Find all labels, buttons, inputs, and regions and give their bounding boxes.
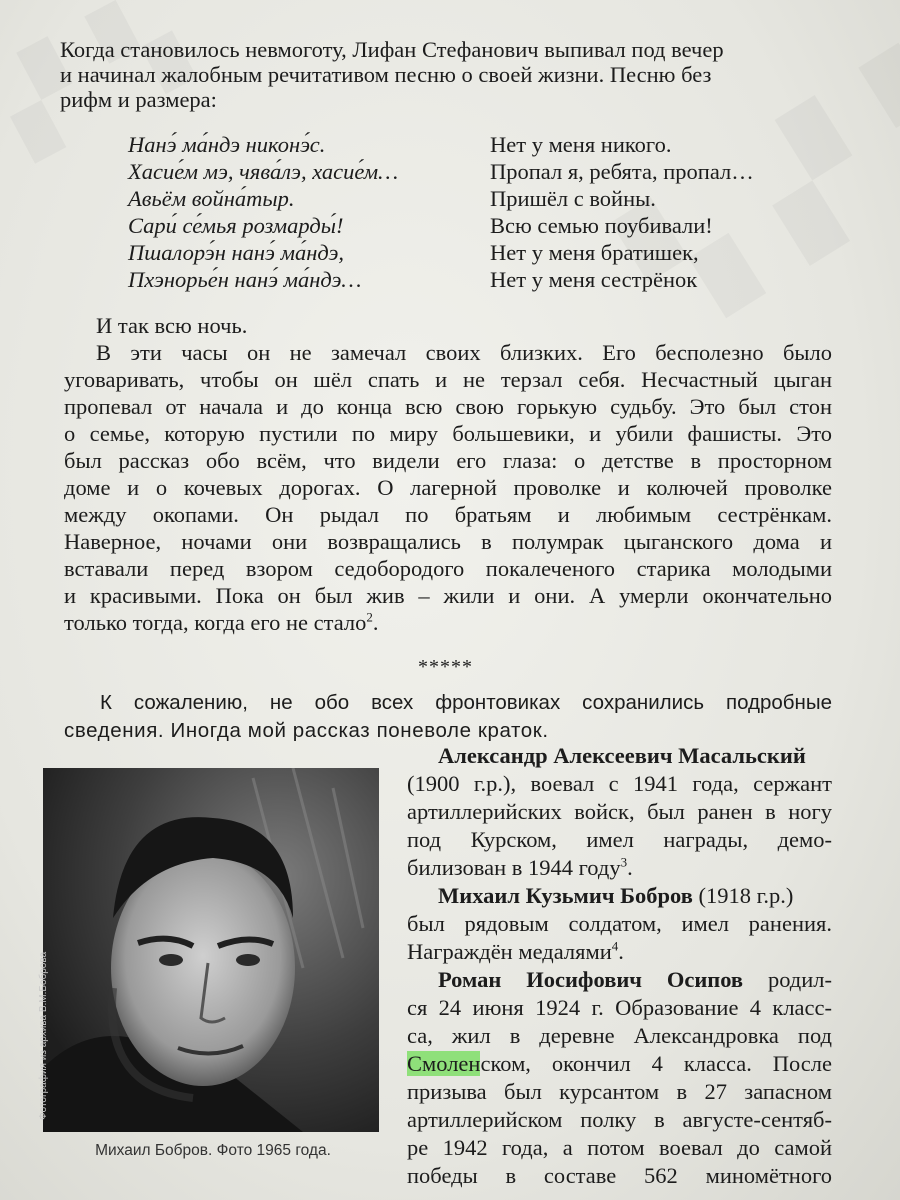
poem-russian-line: Нет у меня сестрёнок xyxy=(490,267,698,292)
veteran-birth: (1918 г.р.) xyxy=(698,883,794,908)
section-separator: ***** xyxy=(418,656,473,678)
poem-russian-line: Пришёл с войны. xyxy=(490,186,656,211)
poem-romani-line: Хасие́м мэ, чява́лэ, хасие́м… xyxy=(128,159,399,184)
regret-line: К сожалению, не обо всех фронтовиках сохранились подробные xyxy=(100,691,832,714)
poem-russian-line: Нет у меня никого. xyxy=(490,132,672,157)
veteran-line: ре 1942 года, а потом воевал до самой xyxy=(407,1135,832,1160)
veteran-line: са, жил в деревне Александровка под xyxy=(407,1023,832,1048)
poem-romani-line: Пшалорэ́н нанэ́ ма́ндэ, xyxy=(128,240,345,265)
veteran-line-text: Награждён медалями xyxy=(407,939,612,964)
paragraph-last-line: только тогда, когда его не стало$^2$. xyxy=(64,609,379,635)
paragraph-line: и красивыми. Пока он был жив – жили и они. А умерли окончательно xyxy=(64,583,832,608)
search-highlight: Смолен xyxy=(407,1051,481,1076)
paragraph-line: В эти часы он не замечал своих близких. Его бесполезно было xyxy=(96,340,832,365)
photo-side-credit: Фотография из архива В.М.Боброва xyxy=(38,951,49,1120)
paragraph-line: между окопами. Он рыдал по братьям и любимым сестрёнкам. xyxy=(64,502,832,527)
veteran-last-line: билизован в 1944 году$^3$. xyxy=(407,854,633,880)
poem-russian-line: Пропал я, ребята, пропал… xyxy=(490,159,754,184)
veteran-verb: родил- xyxy=(767,967,832,992)
veteran-line: ся 24 июня 1924 г. Образование 4 класс- xyxy=(407,995,832,1020)
paragraph-line-text: только тогда, когда его не стало xyxy=(64,610,367,635)
paragraph-line: уговаривать, чтобы он шёл спать и не терзал себя. Несчастный цыган xyxy=(64,367,832,392)
veteran-name: Михаил Кузьмич Бобров xyxy=(438,883,693,908)
intro-line-1: Когда становилось невмоготу, Лифан Стефанович выпивал под вечер xyxy=(60,37,724,62)
portrait-drawing xyxy=(43,768,379,1132)
veteran-last-line: Награждён медалями$^4$. xyxy=(407,938,624,964)
photo-caption: Михаил Бобров. Фото 1965 года. xyxy=(95,1142,331,1159)
paragraph-line: вставали перед взором седобородого покалеченого старика молодыми xyxy=(64,556,832,581)
veteran-line: артиллерийском полку в августе-сентяб- xyxy=(407,1107,832,1132)
poem-romani-line: Нанэ́ ма́ндэ никонэ́с. xyxy=(128,132,326,157)
veteran-name: Александр Алексеевич Масальский xyxy=(438,743,806,768)
veteran-line: был рядовым солдатом, имел ранения. xyxy=(407,911,832,936)
footnote-ref-4: 4 xyxy=(611,938,619,954)
veteran-heading xyxy=(438,883,793,908)
footnote-ref-3: 3 xyxy=(620,854,628,870)
veteran-line-text: ском, окончил 4 класса. После xyxy=(480,1051,832,1076)
footnote-ref-2: 2 xyxy=(366,609,373,625)
paragraph-line: был рассказ обо всём, что видели его глаза: о детстве в просторном xyxy=(64,448,832,473)
intro-line-2: и начинал жалобным речитативом песню о своей жизни. Песню без xyxy=(60,62,712,87)
poem-romani-line: Авьём война́тыр. xyxy=(128,186,295,211)
veteran-line: артиллерийских войск, был ранен в ногу xyxy=(407,799,832,824)
night-line: И так всю ночь. xyxy=(96,313,248,338)
veteran-line: под Курском, имел награды, демо- xyxy=(407,827,832,852)
veteran-line xyxy=(407,1051,832,1076)
poem-romani-line: Сари́ се́мья розмарды́! xyxy=(128,213,344,238)
poem-russian-line: Нет у меня братишек, xyxy=(490,240,699,265)
veteran-line: призыва был курсантом в 27 запасном xyxy=(407,1079,832,1104)
paragraph-line: пропевал от начала и до конца всю свою горькую судьбу. Это был стон xyxy=(64,394,832,419)
veteran-heading xyxy=(438,967,832,992)
veteran-line-text: билизован в 1944 году xyxy=(407,855,621,880)
poem-romani-line: Пхэнорье́н нанэ́ ма́ндэ… xyxy=(128,267,362,292)
paragraph-line: доме и о кочевых дорогах. О лагерной проволке и колючей проволке xyxy=(64,475,832,500)
poem-russian-line: Всю семью поубивали! xyxy=(490,213,713,238)
paragraph-line: о семье, которую пустили по миру большевики, и убили фашисты. Это xyxy=(64,421,832,446)
veteran-line: (1900 г.р.), воевал с 1941 года, сержант xyxy=(407,771,832,796)
intro-line-3: рифм и размера: xyxy=(60,87,217,112)
paragraph-line: Наверное, ночами они возвращались в полумрак цыганского дома и xyxy=(64,529,832,554)
veteran-name: Роман Иосифович Осипов xyxy=(438,967,744,992)
veteran-line: победы в составе 562 миномётного xyxy=(407,1163,832,1188)
portrait-photo xyxy=(43,768,379,1132)
regret-line: сведения. Иногда мой рассказ поневоле краток. xyxy=(64,719,549,742)
